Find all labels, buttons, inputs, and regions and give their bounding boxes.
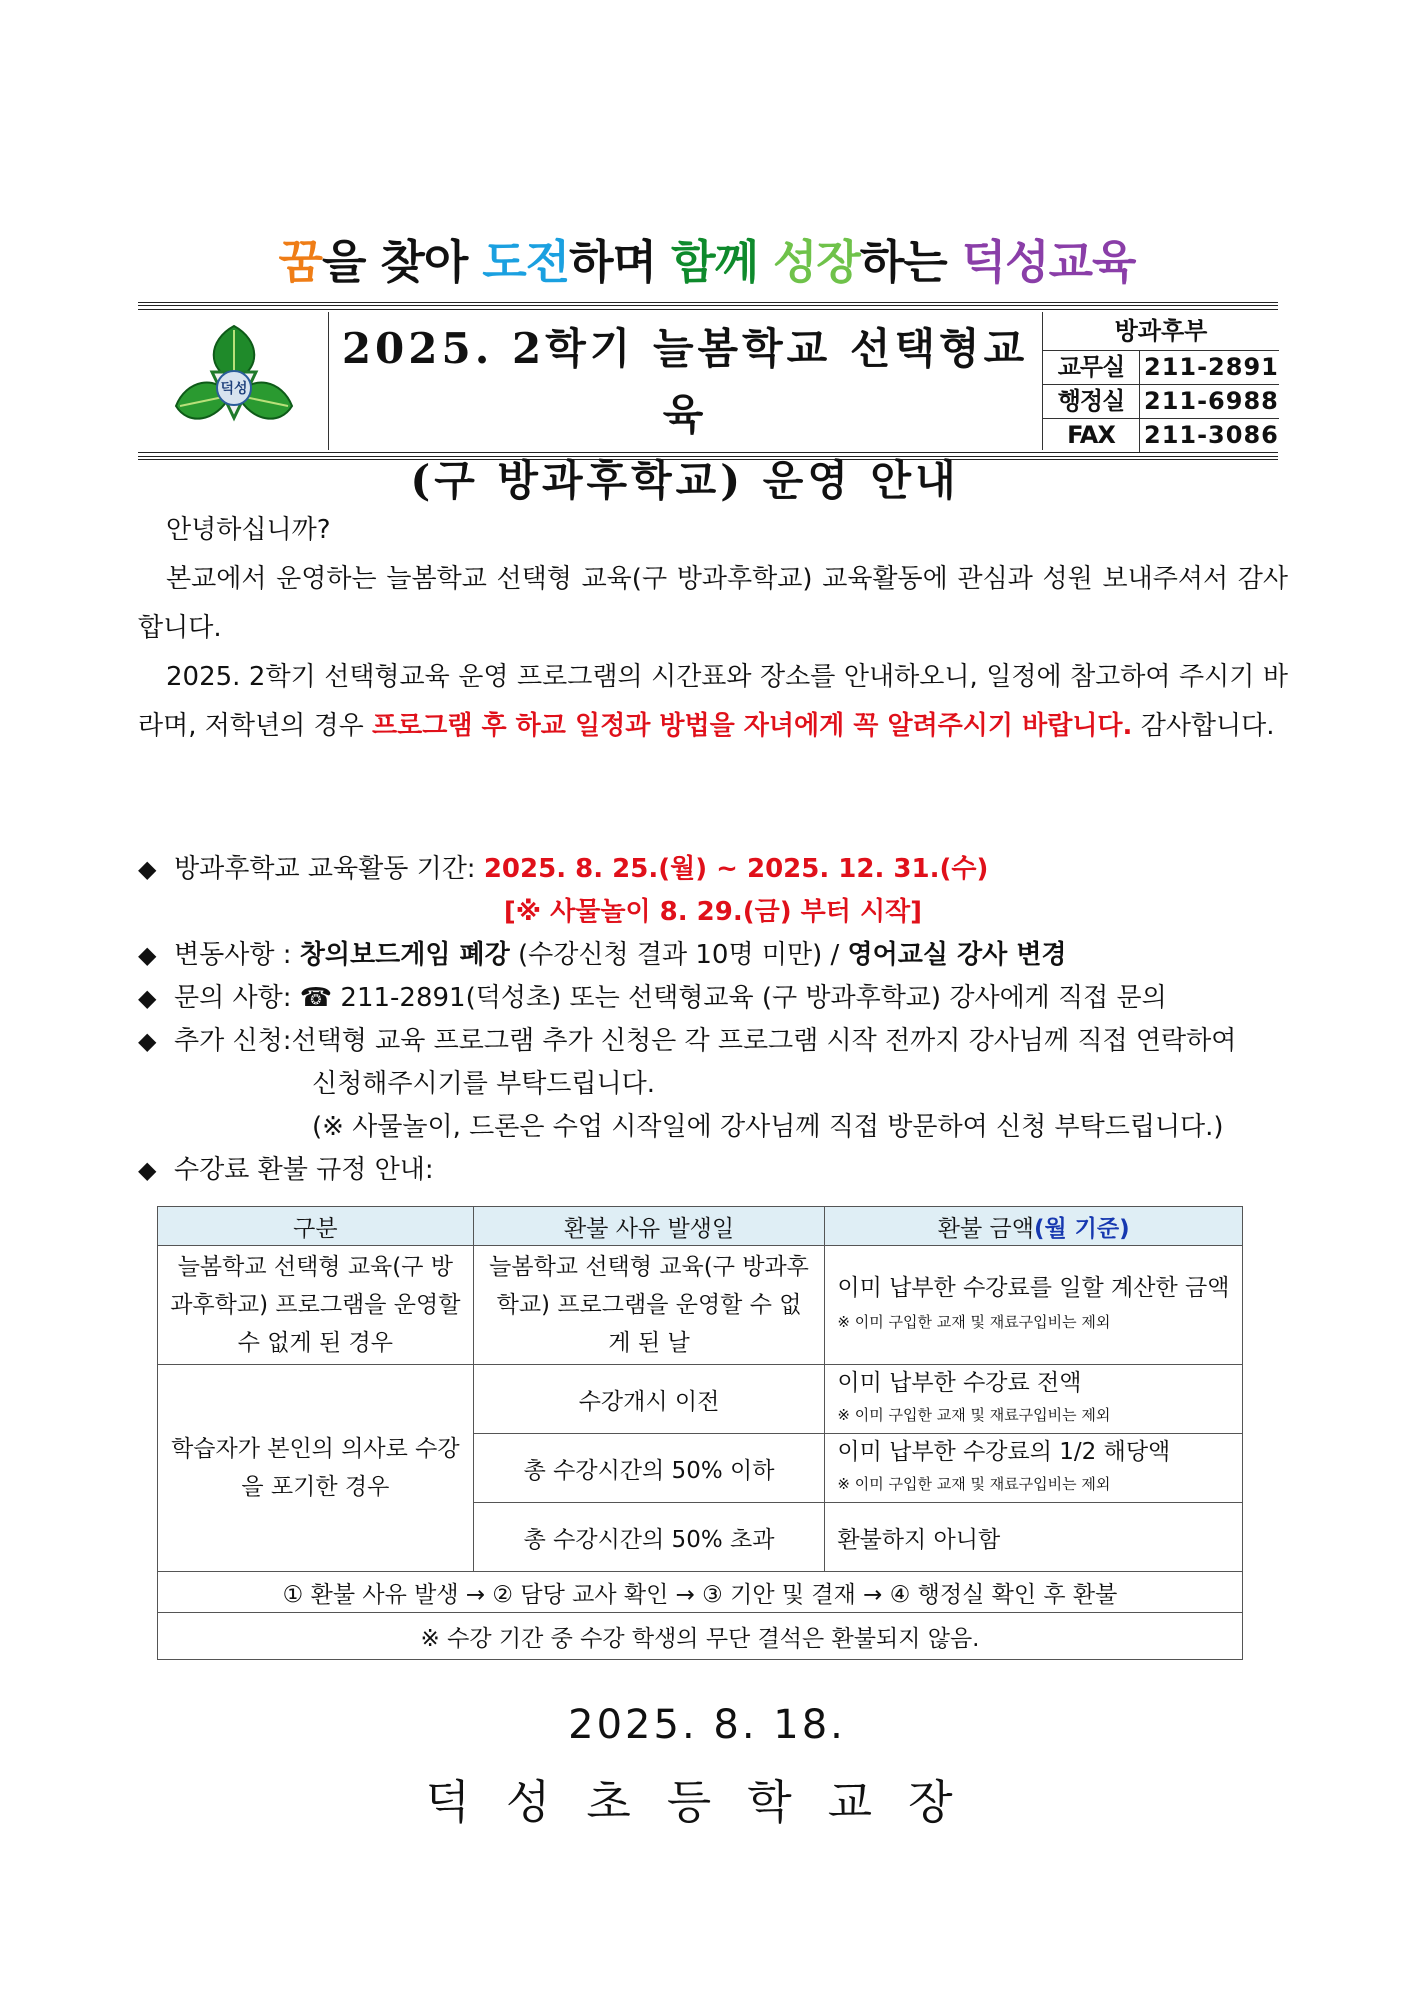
document-title-line2: (구 방과후학교) 운영 안내 [410, 456, 960, 505]
bullet-changes [138, 934, 1288, 977]
department-name: 방과후부 [1043, 312, 1279, 351]
row-amount [825, 1365, 1243, 1434]
period-value: 2025. 8. 25.(월) ~ 2025. 12. 31.(수) [483, 854, 989, 884]
header-amount-label: 환불 금액 [937, 1215, 1034, 1242]
amount-text: 이미 납부한 수강료를 일할 계산한 금액 [837, 1275, 1230, 1301]
contact-number: 211-3086 [1144, 421, 1279, 449]
contact-row [1043, 385, 1279, 419]
slogan-part: 함께 [671, 235, 773, 289]
table-row [158, 1613, 1243, 1660]
inquiry-text: 문의 사항: ☎ 211-2891(덕성초) 또는 선택형교육 (구 방과후학교) 강사에게 직접 문의 [174, 983, 1167, 1013]
row-when: 총 수강시간의 50% 초과 [473, 1503, 825, 1572]
row-when: 늘봄학교 선택형 교육(구 방과후학교) 프로그램을 운영할 수 없게 된 날 [473, 1246, 825, 1365]
greeting: 안녕하십니까? [166, 515, 331, 545]
row-amount [825, 1246, 1243, 1365]
amount-note: ※ 이미 구입한 교재 및 재료구입비는 제외 [837, 1475, 1111, 1493]
row-amount [825, 1434, 1243, 1503]
row-category: 학습자가 본인의 의사로 수강을 포기한 경우 [158, 1365, 474, 1572]
slogan-part: 하는 [859, 235, 962, 289]
document-header [138, 302, 1279, 505]
principal-signature: 덕성초등학교장 [425, 1775, 989, 1829]
change-teacher: 영어교실 강사 변경 [847, 940, 1067, 970]
bullet-inquiry [138, 977, 1288, 1020]
header-amount-basis: (월 기준) [1033, 1215, 1130, 1242]
diamond-bullet-icon: ◆ [138, 984, 157, 1012]
refund-label: 수강료 환불 규정 안내: [174, 1155, 434, 1185]
table-row [158, 1572, 1243, 1613]
row-when: 수강개시 이전 [473, 1365, 825, 1434]
row-category: 늘봄학교 선택형 교육(구 방과후학교) 프로그램을 운영할 수 없게 된 경우 [158, 1246, 474, 1365]
bullet-extra [138, 1020, 1288, 1063]
intro-paragraph-2 [138, 653, 1288, 751]
intro-section [138, 506, 1288, 751]
amount-note: ※ 이미 구입한 교재 및 재료구입비는 제외 [837, 1406, 1111, 1424]
school-logo-icon [168, 322, 300, 440]
header-when: 환불 사유 발생일 [473, 1207, 825, 1246]
refund-table [157, 1206, 1243, 1660]
slogan-part: 을 찾아 [321, 235, 483, 289]
refund-process: ① 환불 사유 발생 → ② 담당 교사 확인 → ③ 기안 및 결재 → ④ 행정실 확인 후 환불 [158, 1572, 1243, 1613]
row-when: 총 수강시간의 50% 이하 [473, 1434, 825, 1503]
diamond-bullet-icon: ◆ [138, 855, 157, 883]
row-amount: 환불하지 아니함 [825, 1503, 1243, 1572]
slogan-part: 하며 [569, 235, 672, 289]
document-date: 2025. 8. 18. [568, 1702, 846, 1748]
slogan-part: 성장 [772, 235, 860, 289]
amount-note: ※ 이미 구입한 교재 및 재료구입비는 제외 [837, 1313, 1111, 1331]
info-bullets [138, 848, 1288, 1192]
refund-footnote: ※ 수강 기간 중 수강 학생의 무단 결석은 환불되지 않음. [158, 1613, 1243, 1660]
logo-lettering: 덕성 [220, 381, 248, 397]
diamond-bullet-icon: ◆ [138, 1156, 157, 1184]
school-slogan [0, 226, 1414, 292]
para2-text: 2025. 2학기 선택형교육 운영 프로그램의 시간표와 장소를 안내하오니, 일정에 참고하여 주시기 바라며, 저학년의 경우 [138, 662, 1288, 741]
slogan-part: 도전 [482, 235, 570, 289]
slogan-part: 덕성교육 [961, 235, 1136, 289]
table-header-row [158, 1207, 1243, 1246]
para2-emphasis: 프로그램 후 하교 일정과 방법을 자녀에게 꼭 알려주시기 바랍니다. [372, 711, 1133, 741]
header-amount [825, 1207, 1243, 1246]
change-detail: (수강신청 결과 10명 미만) / [509, 940, 848, 970]
bullet-refund [138, 1149, 1288, 1192]
bullet-period [138, 848, 1288, 891]
amount-text: 이미 납부한 수강료의 1/2 해당액 [837, 1439, 1171, 1465]
table-row [158, 1246, 1243, 1365]
contact-label: 행정실 [1043, 385, 1140, 418]
diamond-bullet-icon: ◆ [138, 1027, 157, 1055]
contact-label: 교무실 [1043, 351, 1140, 384]
document-title-line1: 2025. 2학기 늘봄학교 선택형교육 [341, 324, 1029, 439]
extra-text-3: (※ 사물놀이, 드론은 수업 시작일에 강사님께 직접 방문하여 신청 부탁드립니다.) [312, 1112, 1224, 1142]
logo-cell [138, 312, 329, 450]
table-row [158, 1365, 1243, 1434]
period-note: [※ 사물놀이 8. 29.(금) 부터 시작] [503, 897, 923, 927]
extra-label: 추가 신청: [174, 1026, 292, 1056]
change-closed-class: 창의보드게임 폐강 [299, 940, 510, 970]
contact-label: FAX [1043, 419, 1140, 452]
diamond-bullet-icon: ◆ [138, 941, 157, 969]
para2-text-end: 감사합니다. [1132, 711, 1275, 741]
change-label: 변동사항 : [174, 940, 300, 970]
amount-text: 이미 납부한 수강료 전액 [837, 1370, 1082, 1396]
title-cell [329, 312, 1041, 505]
contact-row [1043, 419, 1279, 452]
intro-paragraph-1: 본교에서 운영하는 늘봄학교 선택형 교육(구 방과후학교) 교육활동에 관심과 성원 보내주셔서 감사합니다. [138, 564, 1288, 643]
contact-number: 211-2891 [1144, 353, 1279, 381]
slogan-part: 꿈 [278, 235, 322, 289]
contact-box [1042, 312, 1279, 450]
extra-text-2: 신청해주시기를 부탁드립니다. [312, 1069, 656, 1099]
contact-row [1043, 351, 1279, 385]
contact-number: 211-6988 [1144, 387, 1279, 415]
extra-text: 선택형 교육 프로그램 추가 신청은 각 프로그램 시작 전까지 강사님께 직접 연락하여 [291, 1026, 1237, 1056]
header-category: 구분 [158, 1207, 474, 1246]
period-label: 방과후학교 교육활동 기간: [174, 854, 484, 884]
